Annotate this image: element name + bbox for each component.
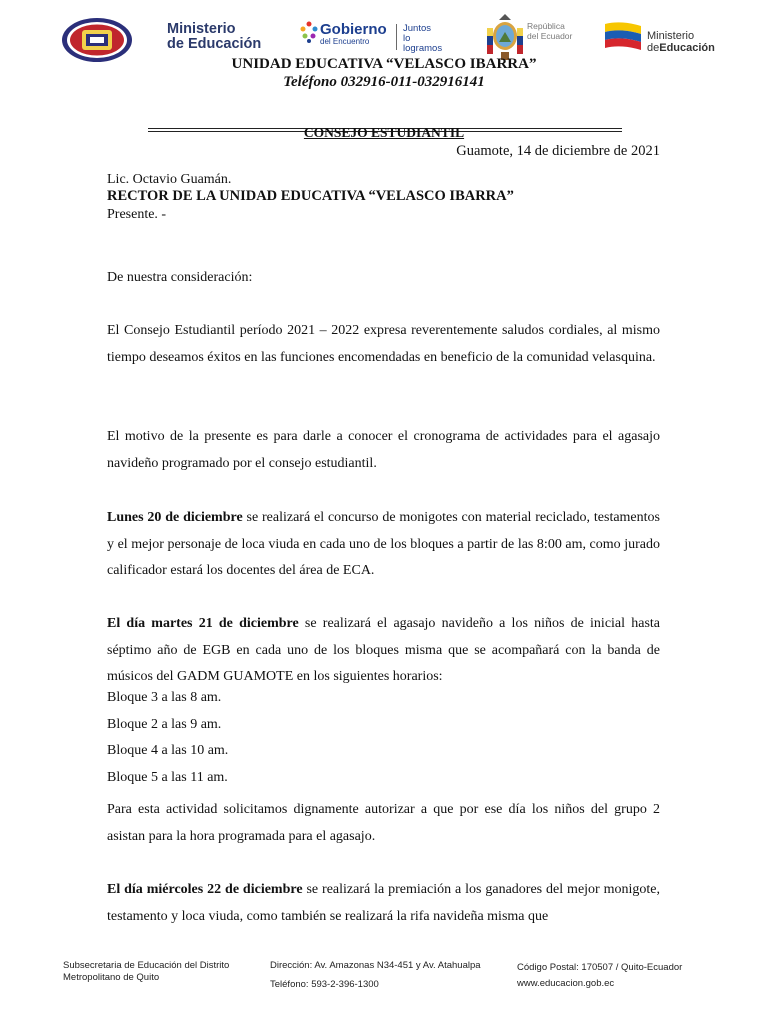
addressee-title: RECTOR DE LA UNIDAD EDUCATIVA “VELASCO IBARRA” <box>107 188 514 204</box>
institution-phone: Teléfono 032916-011-032916141 <box>283 74 485 90</box>
republic-label <box>527 22 572 41</box>
salutation: De nuestra consideración: <box>107 270 253 285</box>
ministry2-line2-de: de <box>647 42 660 54</box>
ministry2-line2-education: Educación <box>659 42 715 54</box>
republic-line2: del Ecuador <box>527 30 573 41</box>
schedule-block-3: Bloque 3 a las 8 am. <box>107 690 222 705</box>
paragraph-greeting: El Consejo Estudiantil período 2021 – 2022 expresa reverentemente saludos cordiales, al mismo tiempo deseamos éxitos en las funciones encomendadas en beneficio de la comunidad velasquina. <box>107 323 660 365</box>
institution-name: UNIDAD EDUCATIVA “VELASCO IBARRA” <box>231 56 537 72</box>
tuesday-text: se realizará el agasajo navideño a los niños de inicial hasta séptimo año de EGB en cada uno de los bloques misma que se acompañará con la banda de músicos del GADM GUAMOTE en los siguientes horarios: <box>107 616 660 684</box>
footer-postal-code: Código Postal: 170507 / Quito-Ecuador <box>517 962 683 973</box>
government-star-icon <box>300 20 318 44</box>
page-footer <box>0 958 768 998</box>
ministry-flag-icon <box>603 20 643 52</box>
government-slogan-2: lo logramos <box>403 33 443 54</box>
ministry-logo-line1: Ministerio <box>167 21 236 37</box>
wednesday-date: El día miércoles 22 de diciembre <box>107 882 303 897</box>
ministry2-line1: Ministerio <box>647 30 695 42</box>
republic-line1: República <box>527 21 565 31</box>
footer-website: www.educacion.gob.ec <box>517 978 615 989</box>
government-name: Gobierno <box>320 21 387 38</box>
ministry-logo-line2: de Educación <box>167 36 262 52</box>
government-divider <box>396 24 397 50</box>
wednesday-text: se realizará la premiación a los ganadores del mejor monigote, testamento y loca viuda, como también se realizará la rifa navideña misma que <box>107 882 661 924</box>
schedule-block-4: Bloque 4 a las 10 am. <box>107 743 229 758</box>
paragraph-purpose: El motivo de la presente es para darle a conocer el cronograma de actividades para el agasajo navideño programado por el consejo estudiantil. <box>107 429 660 471</box>
ministry-education-logo <box>167 22 261 52</box>
footer-address: Dirección: Av. Amazonas N34-451 y Av. Atahualpa <box>270 960 481 971</box>
letter-date: Guamote, 14 de diciembre de 2021 <box>456 143 660 159</box>
monday-text: se realizará el concurso de monigotes con material reciclado, testamentos y el mejor personaje de loca viuda en cada uno de los bloques a partir de las 8:00 am, como jurado calificador estará los docentes del área de ECA. <box>107 510 660 578</box>
addressee-presente: Presente. - <box>107 207 167 222</box>
addressee-name: Lic. Octavio Guamán. <box>107 172 232 187</box>
paragraph-tuesday <box>107 611 660 691</box>
footer-phone: Teléfono: 593-2-396-1300 <box>270 979 379 990</box>
schedule-block-2: Bloque 2 a las 9 am. <box>107 717 222 732</box>
paragraph-authorization: Para esta actividad solicitamos dignamente autorizar a que por ese día los niños del grupo 2 asistan para la hora programada para el agasajo. <box>107 802 660 844</box>
footer-subsecretaria-line2: Metropolitano de Quito <box>63 972 160 983</box>
government-sub: del Encuentro <box>320 37 370 46</box>
footer-subsecretaria <box>63 960 229 984</box>
council-title: CONSEJO ESTUDIANTIL <box>303 125 465 140</box>
monday-date: Lunes 20 de diciembre <box>107 510 243 525</box>
paragraph-monday <box>107 505 660 585</box>
schedule-block-5: Bloque 5 a las 11 am. <box>107 770 228 785</box>
ministry2-line2 <box>647 42 715 54</box>
government-slogan-1: Juntos <box>403 23 431 34</box>
paragraph-wednesday <box>107 877 660 930</box>
footer-subsecretaria-line1: Subsecretaria de Educación del Distrito <box>63 960 230 971</box>
tuesday-date: El día martes 21 de diciembre <box>107 616 299 631</box>
